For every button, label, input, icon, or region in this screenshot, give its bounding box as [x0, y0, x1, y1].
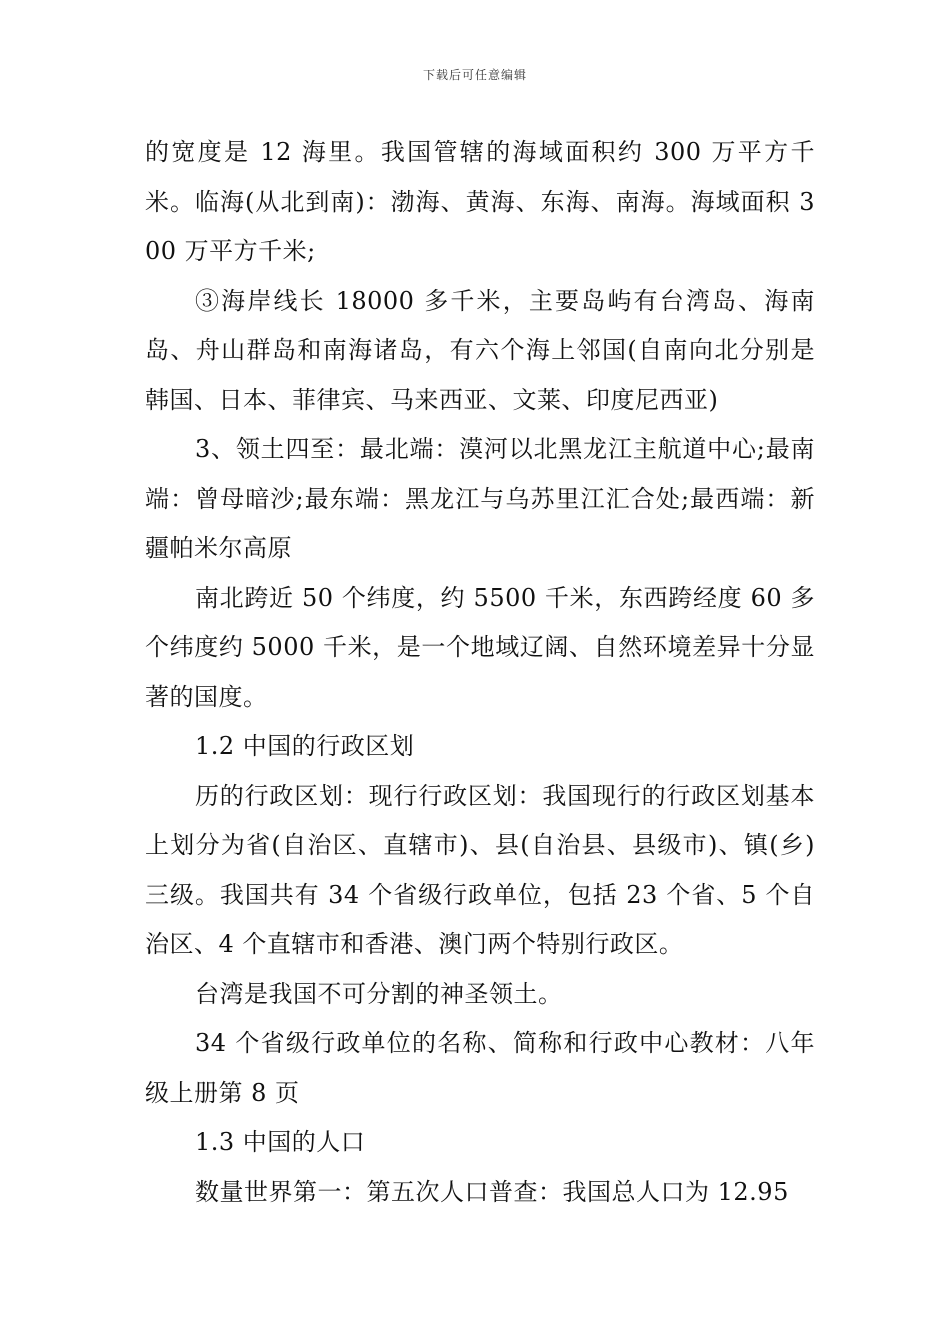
- paragraph-coastline: ③海岸线长 18000 多千米，主要岛屿有台湾岛、海南岛、舟山群岛和南海诸岛，有六个海上邻国(自南向北分别是韩国、日本、菲律宾、马来西亚、文莱、印度尼西亚): [145, 286, 815, 414]
- page-header: 下载后可任意编辑: [422, 68, 527, 82]
- paragraph-territory-extremes: 3、领土四至：最北端：漠河以北黑龙江主航道中心;最南端：曾母暗沙;最东端：黑龙江与乌苏里江汇合处;最西端：新疆帕米尔高原: [145, 435, 815, 562]
- document-body: [145, 128, 815, 1217]
- section-heading-population: 1.3 中国的人口: [195, 1128, 366, 1156]
- paragraph-administrative-divisions: 历的行政区划：现行行政区划：我国现行的行政区划基本上划分为省(自治区、直辖市)、县(自治县、县级市)、镇(乡)三级。我国共有 34 个省级行政单位，包括 23 个省、5 个自治区、4 个直辖市和香港、澳门两个特别行政区。: [145, 781, 815, 958]
- paragraph-provincial-units: 34 个省级行政单位的名称、简称和行政中心教材：八年级上册第 8 页: [145, 1029, 815, 1107]
- paragraph-population: 数量世界第一：第五次人口普查：我国总人口为 12.95: [195, 1177, 789, 1206]
- paragraph-taiwan: 台湾是我国不可分割的神圣领土。: [195, 979, 563, 1008]
- section-heading-administrative-divisions: 1.2 中国的行政区划: [195, 732, 415, 760]
- paragraph-sea-area: 的宽度是 12 海里。我国管辖的海域面积约 300 万平方千米。临海(从北到南)：渤海、黄海、东海、南海。海域面积 300 万平方千米;: [145, 138, 815, 265]
- paragraph-span: 南北跨近 50 个纬度，约 5500 千米，东西跨经度 60 多个纬度约 5000 千米，是一个地域辽阔、自然环境差异十分显著的国度。: [145, 583, 815, 711]
